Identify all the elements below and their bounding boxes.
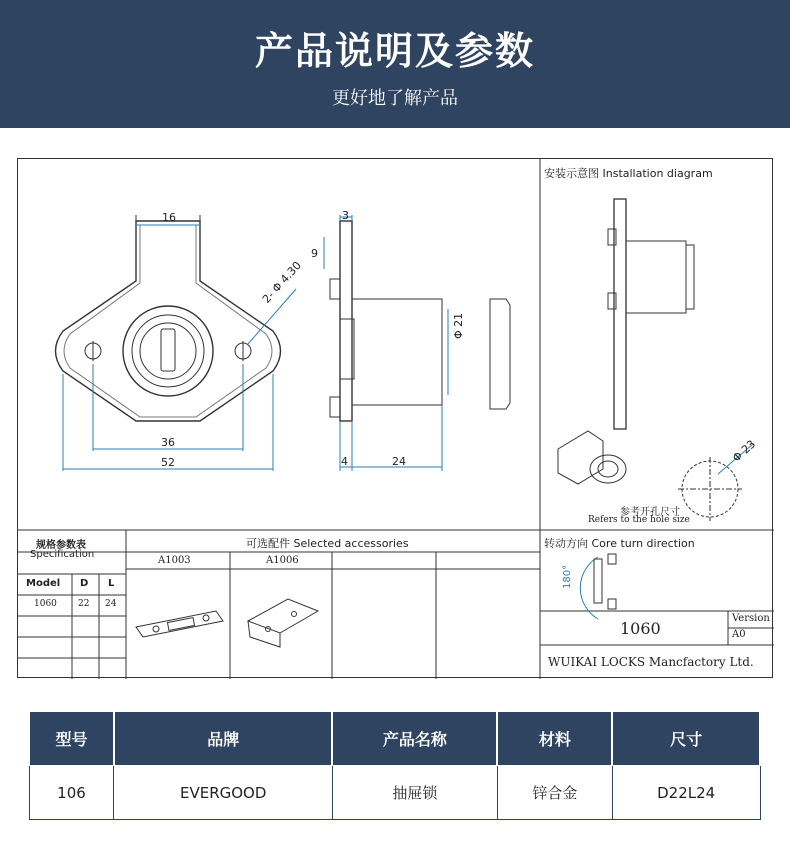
accessories-title: 可选配件 Selected accessories xyxy=(246,537,409,550)
company-name: WUIKAI LOCKS Mancfactory Ltd. xyxy=(548,655,754,669)
dim-21: Φ 21 xyxy=(452,312,465,339)
cell-brand: EVERGOOD xyxy=(114,766,332,820)
spec-header-l: L xyxy=(108,578,115,589)
dim-24: 24 xyxy=(392,455,406,468)
technical-drawing xyxy=(17,158,773,678)
dim-9: 9 xyxy=(311,247,318,260)
dim-hole: 2- Φ 4.30 xyxy=(260,259,304,306)
header-brand: 品牌 xyxy=(114,712,332,766)
model-number: 1060 xyxy=(620,619,661,638)
dim-52: 52 xyxy=(161,456,175,469)
header-material: 材料 xyxy=(497,712,612,766)
dim-4: 4 xyxy=(341,455,348,468)
header-model: 型号 xyxy=(29,712,114,766)
install-title: 安装示意图 Installation diagram xyxy=(544,167,713,180)
spec-l: 24 xyxy=(105,599,117,609)
dim-23: Φ 23 xyxy=(730,437,759,465)
cell-material: 锌合金 xyxy=(497,766,612,820)
parameter-table xyxy=(28,711,761,820)
cell-model: 106 xyxy=(29,766,114,820)
header-product-name: 产品名称 xyxy=(332,712,497,766)
accessory-a1003: A1003 xyxy=(158,555,191,566)
page-subtitle: 更好地了解产品 xyxy=(332,88,458,109)
spec-model: 1060 xyxy=(34,599,57,609)
cell-size: D22L24 xyxy=(612,766,760,820)
cell-product-name: 抽屉锁 xyxy=(332,766,497,820)
version-label: Version xyxy=(732,613,770,624)
spec-header-model: Model xyxy=(26,578,61,589)
hole-ref-en: Refers to the hole size xyxy=(588,515,690,525)
angle-label: 180° xyxy=(562,564,573,589)
spec-title-en: Specification xyxy=(30,549,95,560)
spec-header-d: D xyxy=(80,578,89,589)
spec-d: 22 xyxy=(78,599,90,609)
page-title: 产品说明及参数 xyxy=(254,29,535,73)
dim-3: 3 xyxy=(342,209,349,222)
spec-title-cn: 规格参数表 xyxy=(36,540,86,551)
accessory-a1006: A1006 xyxy=(266,555,299,566)
header-banner xyxy=(0,0,790,128)
drawing-lines xyxy=(18,159,774,679)
dim-36: 36 xyxy=(161,436,175,449)
version-value: A0 xyxy=(732,629,746,640)
core-turn-title: 转动方向 Core turn direction xyxy=(544,537,695,550)
table-row xyxy=(29,766,760,820)
table-header-row xyxy=(29,712,760,766)
header-size: 尺寸 xyxy=(612,712,760,766)
hole-ref-cn: 参考开孔尺寸 xyxy=(620,507,680,518)
dim-16: 16 xyxy=(162,211,176,224)
